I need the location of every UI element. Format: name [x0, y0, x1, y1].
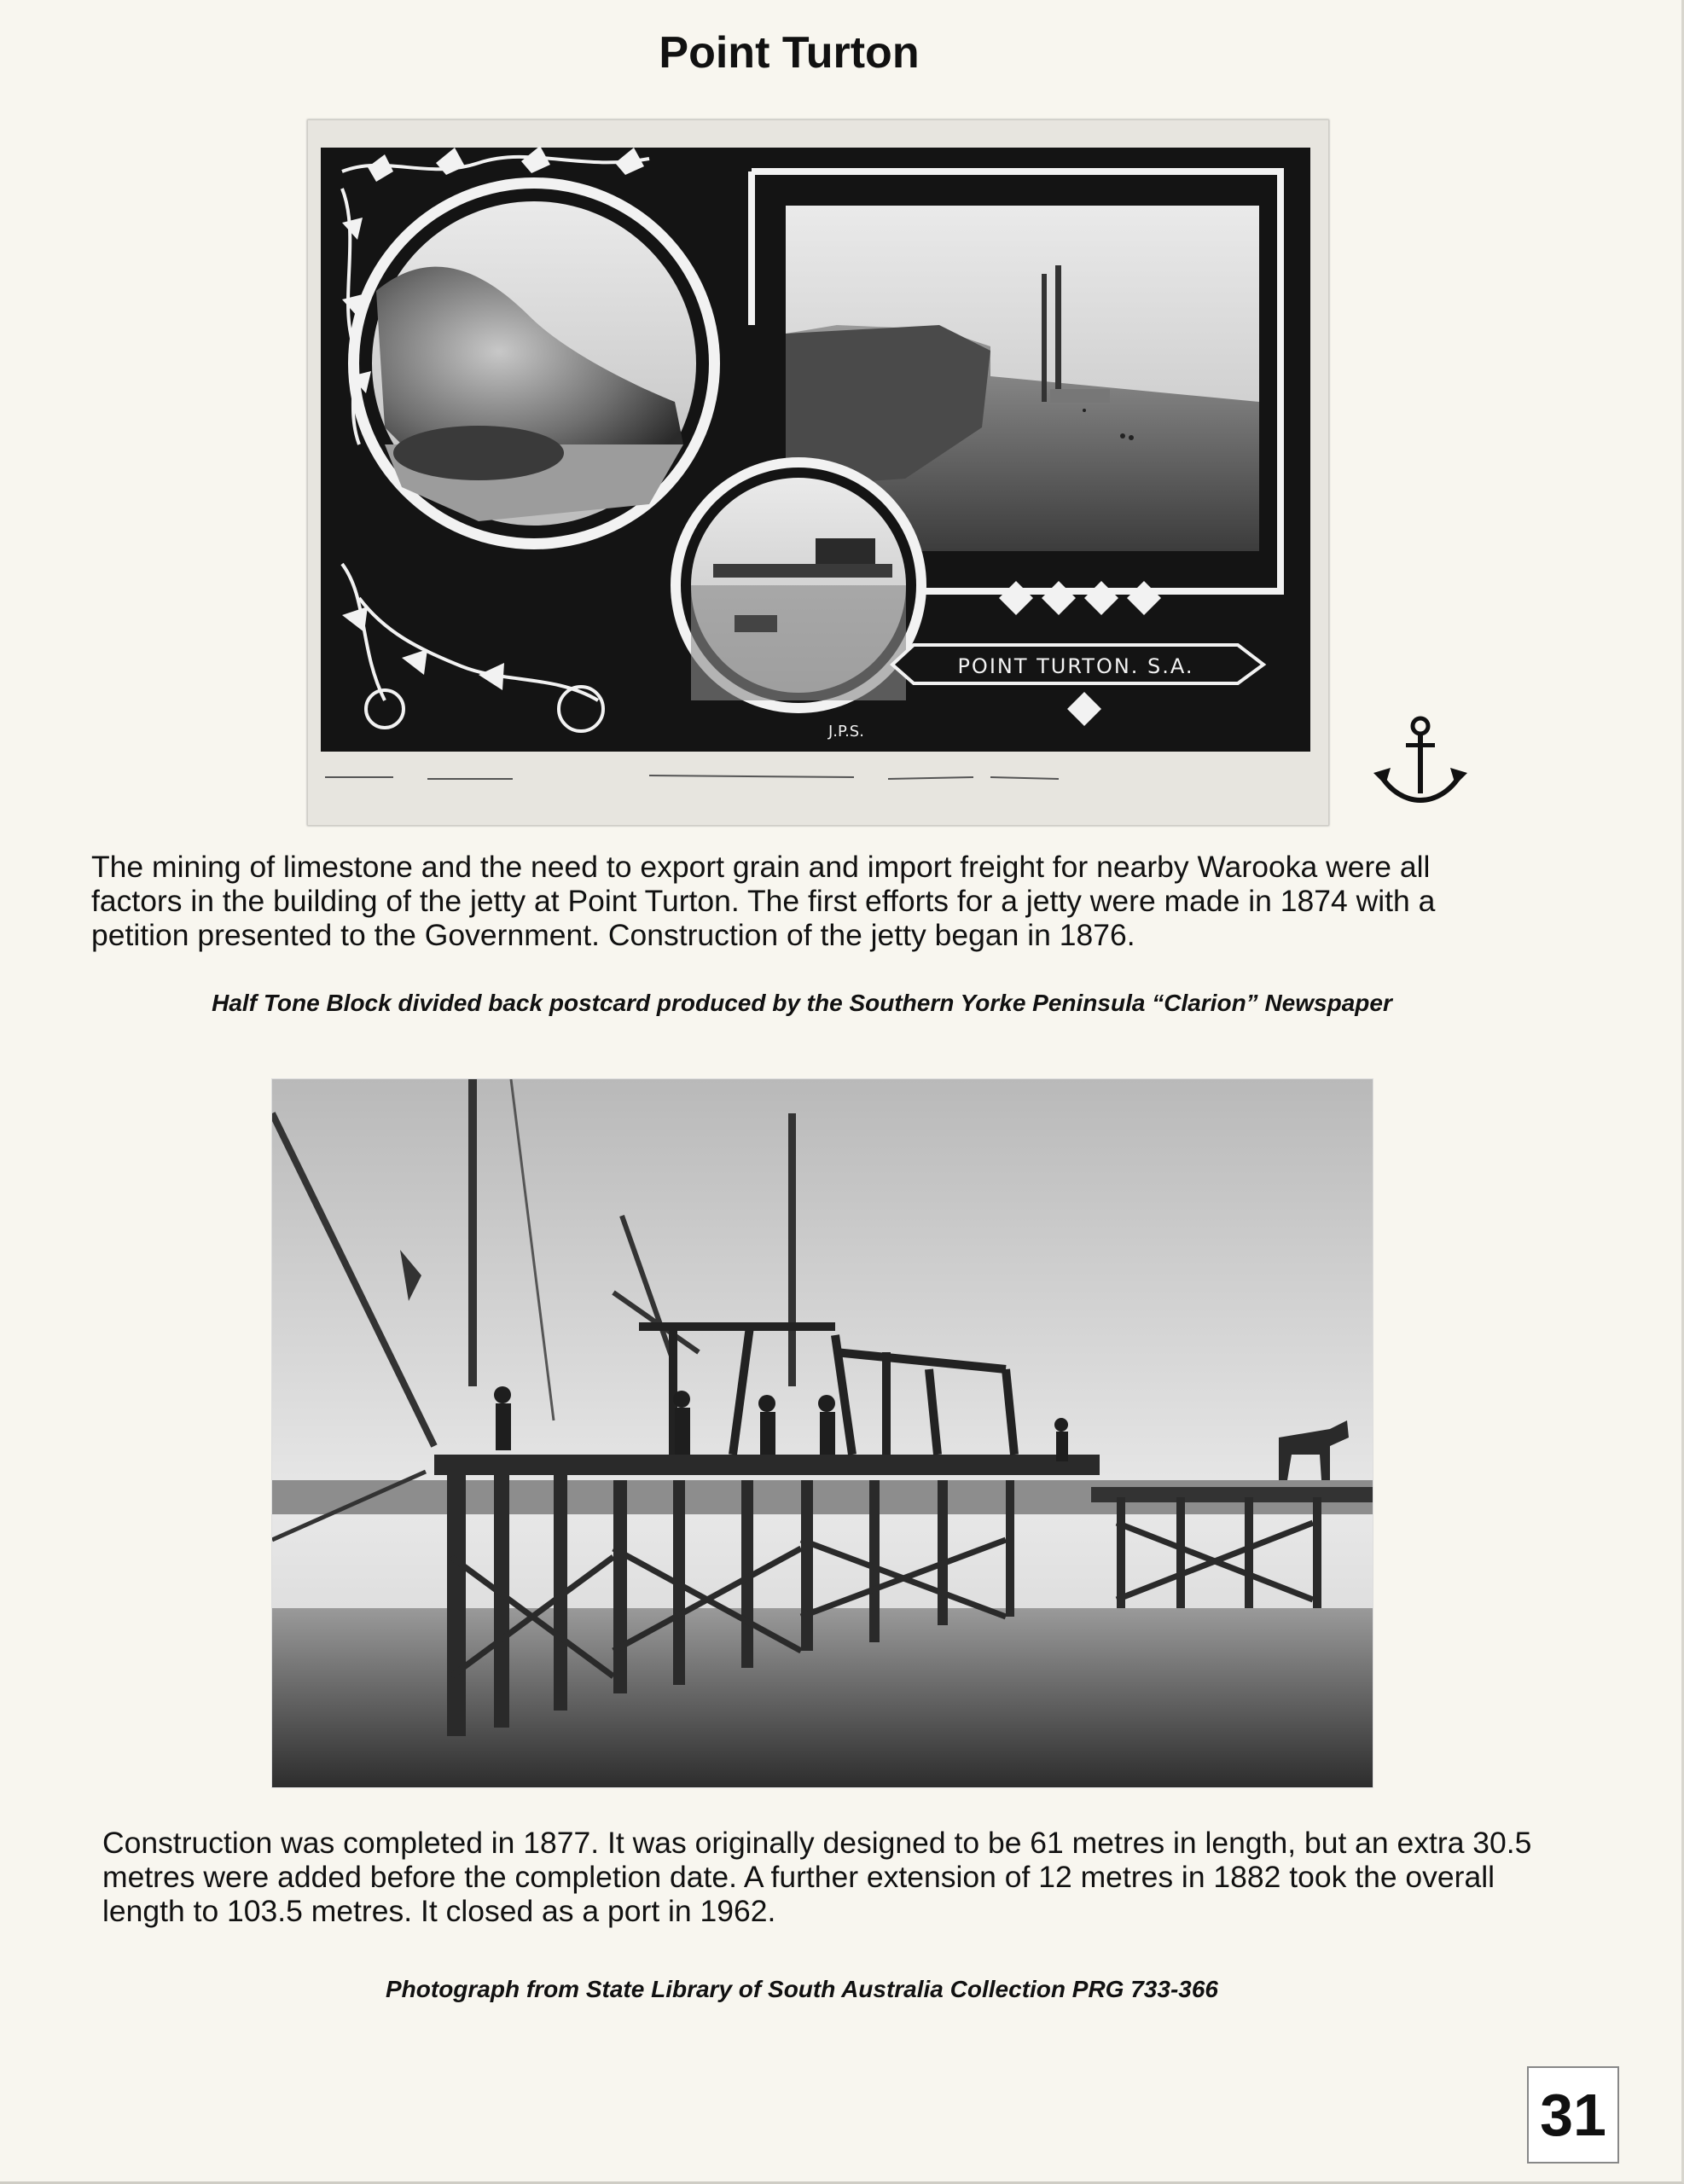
caption-photograph: Photograph from State Library of South Australia Collection PRG 733-366: [385, 1976, 1218, 2002]
postcard-banner: [892, 645, 1263, 683]
postcard-banner-text: POINT TURTON. S.A.: [957, 654, 1194, 678]
page-title: Point Turton: [659, 28, 920, 78]
paragraph-jetty-completion: Construction was completed in 1877. It was originally designed to be 61 metres in length, but an extra 30.5 metres were added before the completion date. A further extension of 12 metres in 1882 took the overall length to 103.5 metres. It closed as a port in 1962.: [102, 1826, 1532, 1928]
paragraph-jetty-history: The mining of limestone and the need to export grain and import freight for nearby Warooka were all factors in the building of the jetty at Point Turton. The first efforts for a jetty were made in 1874 with a petition presented to the Government. Construction of the jetty began in 1876.: [91, 850, 1436, 952]
scene-pier-center: [691, 478, 906, 700]
caption-postcard: Half Tone Block divided back postcard produced by the Southern Yorke Peninsula “Clarion” Newspaper: [212, 990, 1392, 1016]
photo-artwork: [272, 1079, 1373, 1787]
postcard-initials: J.P.S.: [828, 723, 864, 741]
postcard: [307, 119, 1329, 826]
scene-rocks-left: [372, 201, 696, 526]
anchor-icon: [1373, 715, 1467, 809]
page-number: 31: [1527, 2066, 1619, 2164]
postcard-artwork: [308, 120, 1328, 825]
photo-jetty-construction: [271, 1078, 1373, 1788]
